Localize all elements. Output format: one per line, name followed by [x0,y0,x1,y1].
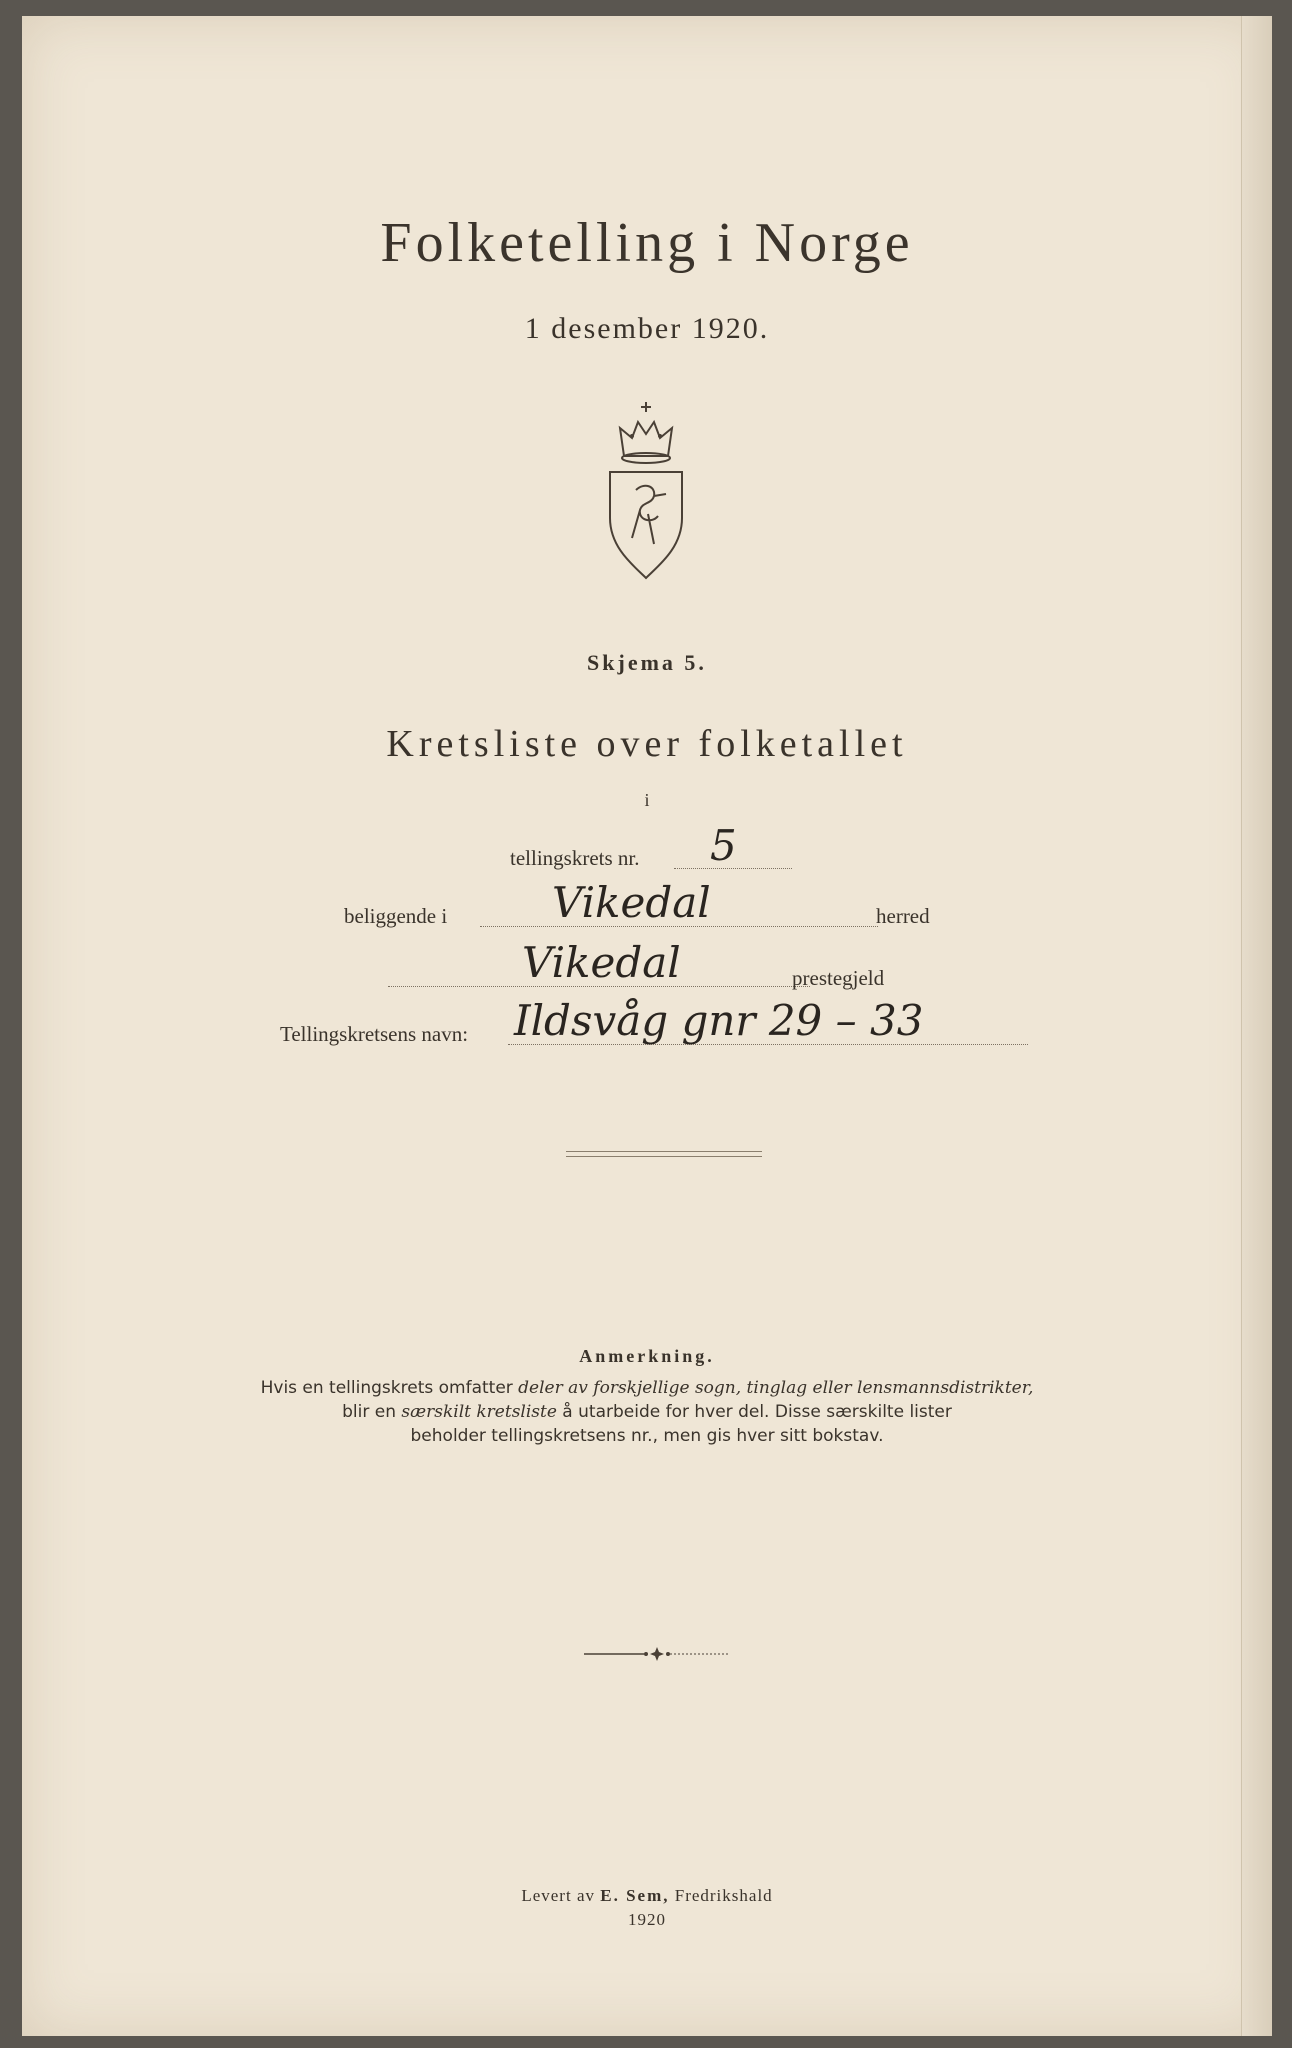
note-text [22,1376,1272,1448]
census-date: 1 desember 1920. [524,312,770,345]
connector-i: i [644,790,650,810]
census-form-page [22,16,1272,2036]
printer-imprint [22,1884,1272,1932]
printer-year: 1920 [628,1910,666,1929]
navn-value: Ildsvåg gnr 29 – 33 [514,996,924,1045]
krets-value: 5 [710,821,737,870]
beliggende-label: beliggende i [344,904,448,928]
schema-number: Skjema 5. [587,650,707,675]
beliggende-value: Vikedal [552,878,711,927]
note-line-1: Hvis en tellingskrets omfatter deler av forskjellige sogn, tinglag eller lensmannsdistrikter, [260,1378,1034,1398]
ornament-divider-icon [582,1644,732,1664]
prestegjeld-value: Vikedal [522,938,681,987]
printer-line: Levert av E. Sem, Fredrikshald [521,1886,773,1905]
note-line-3: beholder tellingskretsens nr., men gis hver sitt bokstav. [410,1426,884,1446]
prestegjeld-label: prestegjeld [792,966,885,990]
herred-label: herred [876,904,930,928]
navn-label: Tellingskretsens navn: [280,1022,469,1046]
krets-label: tellingskrets nr. [510,846,640,870]
form-heading: Kretsliste over folketallet [386,723,908,765]
note-title: Anmerkning. [579,1346,715,1366]
note-line-2: blir en særskilt kretsliste å utarbeide for hver del. Disse særskilte lister [342,1402,952,1422]
page-title: Folketelling i Norge [380,212,914,274]
divider-rule [566,1151,762,1157]
norwegian-coat-of-arms-icon [596,398,696,583]
